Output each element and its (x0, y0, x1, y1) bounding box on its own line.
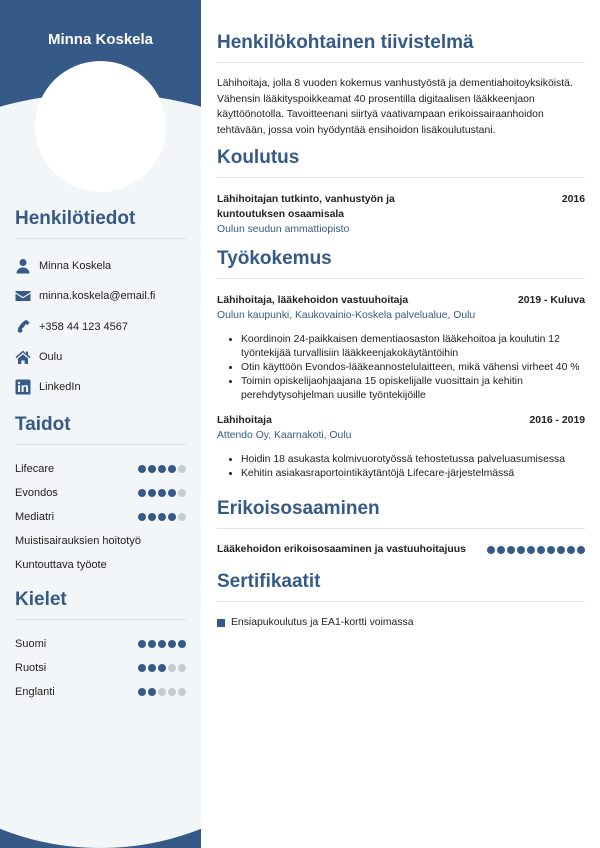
linkedin-icon (15, 379, 31, 395)
rating-dot (148, 465, 156, 473)
experience-bullet: • Kehitin asiakasraportointikäytäntöjä Lifecare-järjestelmässä (241, 467, 585, 481)
rating-dot (158, 664, 166, 672)
language-rating (138, 688, 186, 696)
skill-item (15, 481, 186, 505)
rating-dot (138, 489, 146, 497)
rating-dot (148, 513, 156, 521)
experience-dates: 2016 - 2019 (529, 415, 585, 426)
rating-dot (158, 465, 166, 473)
rating-dot (168, 489, 176, 497)
avatar (35, 61, 166, 192)
expertise-rating (487, 546, 585, 554)
rating-dot (158, 489, 166, 497)
email-icon (15, 288, 31, 304)
skill-label: Evondos (15, 487, 58, 499)
rating-dot (178, 640, 186, 648)
rating-dot (497, 546, 505, 554)
skills-title: Taidot (15, 414, 186, 445)
skills-list (15, 457, 186, 577)
sidebar-footer-band (0, 718, 201, 848)
education-entry-head (217, 192, 585, 222)
experience-entry (217, 293, 585, 403)
education-year: 2016 (561, 194, 585, 205)
rating-dot (178, 688, 186, 696)
skills-section (15, 414, 186, 577)
rating-dot (168, 640, 176, 648)
skill-item (15, 553, 186, 577)
rating-dot (487, 546, 495, 554)
summary-section (217, 32, 585, 138)
rating-dot (148, 688, 156, 696)
language-rating (138, 640, 186, 648)
person-icon (15, 258, 31, 274)
skill-label: Muistisairauksien hoitotyö (15, 535, 141, 547)
experience-role: Lähihoitaja, lääkehoidon vastuuhoitaja (217, 295, 409, 306)
rating-dot (148, 640, 156, 648)
rating-dot (158, 640, 166, 648)
contact-list (15, 251, 186, 402)
rating-dot (168, 465, 176, 473)
language-label: Suomi (15, 638, 47, 650)
candidate-name: Minna Koskela (47, 31, 154, 48)
sidebar (0, 0, 201, 848)
summary-title: Henkilökohtainen tiivistelmä (217, 32, 585, 63)
experience-role: Lähihoitaja (217, 415, 272, 426)
rating-dot (557, 546, 565, 554)
contact-email[interactable] (15, 281, 186, 311)
rating-dot (567, 546, 575, 554)
summary-text: Lähihoitaja, jolla 8 vuoden kokemus vanhustyöstä ja dementiahoitoyksiköistä. Vähensin lääkityspoikkeamat 40 prosentilla digitaalisen lääkkeenjaon käyttöönotolla. Tavoitteenani siirtyä vaativampaan erikoissairaanhoidon tehtävään, jossa voin hyödyntää ensihoidon lisäkoulutustani. (217, 78, 573, 136)
languages-list (15, 632, 186, 704)
experience-section (217, 248, 585, 481)
rating-dot (148, 664, 156, 672)
skill-label: Kuntouttava työote (15, 559, 107, 571)
rating-dot (507, 546, 515, 554)
expertise-section (217, 498, 585, 555)
skill-item (15, 457, 186, 481)
expertise-label: Lääkehoidon erikoisosaaminen ja vastuuhoitajuus (217, 544, 466, 555)
language-item (15, 680, 186, 704)
education-degree: Lähihoitajan tutkinto, vanhustyön ja kuntoutuksen osaamisala (217, 194, 395, 220)
rating-dot (178, 489, 186, 497)
rating-dot (148, 489, 156, 497)
experience-entry-head (217, 413, 585, 428)
experience-bullet: • Toimin opiskelijaohjaajana 15 opiskelijalle vuosittain ja kehitin perehdytysohjelman uusille työntekijöille (241, 375, 585, 403)
contact-location (15, 342, 186, 372)
contact-linkedin-text[interactable]: LinkedIn (39, 381, 81, 394)
expertise-item (217, 544, 585, 555)
rating-dot (138, 640, 146, 648)
experience-title: Työkokemus (217, 248, 585, 279)
certificates-section (217, 571, 585, 628)
certificate-item (217, 617, 585, 628)
experience-dates: 2019 - Kuluva (518, 295, 585, 306)
rating-dot (577, 546, 585, 554)
rating-dot (158, 513, 166, 521)
rating-dot (158, 688, 166, 696)
contact-phone-text[interactable]: +358 44 123 4567 (39, 320, 129, 333)
skill-rating (138, 489, 186, 497)
experience-bullet: • Hoidin 18 asukasta kolmivuorotyössä tehostetussa palveluasumisessa (241, 453, 585, 467)
expertise-title: Erikoisosaaminen (217, 498, 585, 529)
experience-entry (217, 413, 585, 481)
square-bullet-icon (217, 619, 225, 627)
contact-name-text: Minna Koskela (39, 260, 112, 273)
home-icon (15, 349, 31, 365)
contact-linkedin[interactable] (15, 372, 186, 402)
rating-dot (527, 546, 535, 554)
experience-bullets (217, 453, 585, 481)
rating-dot (547, 546, 555, 554)
education-title: Koulutus (217, 147, 585, 178)
contact-name (15, 251, 186, 281)
education-section (217, 147, 585, 237)
contact-location-text: Oulu (39, 351, 63, 364)
rating-dot (517, 546, 525, 554)
skill-rating (138, 513, 186, 521)
rating-dot (178, 465, 186, 473)
language-label: Ruotsi (15, 662, 47, 674)
language-item (15, 656, 186, 680)
skill-item (15, 529, 186, 553)
contact-email-text[interactable]: minna.koskela@email.fi (39, 290, 156, 303)
languages-title: Kielet (15, 589, 186, 620)
certificates-title: Sertifikaatit (217, 571, 585, 602)
sidebar-footer-arc (0, 718, 201, 848)
rating-dot (178, 513, 186, 521)
phone-icon (15, 319, 31, 335)
experience-employer: Oulun kaupunki, Kaukovainio-Koskela palvelualue, Oulu (217, 310, 476, 321)
rating-dot (138, 688, 146, 696)
language-item (15, 632, 186, 656)
rating-dot (138, 513, 146, 521)
rating-dot (138, 465, 146, 473)
experience-bullet: • Koordinoin 24-paikkaisen dementiaosaston lääkehoitoa ja koulutin 12 työntekijää turvallisiin lääkkeenjakokäytäntöihin (241, 333, 585, 361)
education-school: Oulun seudun ammattiopisto (217, 224, 350, 235)
certificate-label: Ensiapukoulutus ja EA1-kortti voimassa (231, 617, 414, 628)
languages-section (15, 589, 186, 704)
contact-phone[interactable] (15, 312, 186, 342)
skill-label: Mediatri (15, 511, 55, 523)
language-label: Englanti (15, 686, 55, 698)
rating-dot (168, 688, 176, 696)
skill-item (15, 505, 186, 529)
language-rating (138, 664, 186, 672)
rating-dot (168, 664, 176, 672)
rating-dot (537, 546, 545, 554)
experience-bullet: • Otin käyttöön Evondos-lääkeannostelulaitteen, mikä vähensi virheet 40 % (241, 361, 585, 375)
rating-dot (138, 664, 146, 672)
skill-rating (138, 465, 186, 473)
personal-info-title: Henkilötiedot (15, 208, 186, 239)
experience-employer: Attendo Oy, Kaarnakoti, Oulu (217, 430, 352, 441)
experience-bullets (217, 333, 585, 403)
experience-entry-head (217, 293, 585, 308)
rating-dot (168, 513, 176, 521)
rating-dot (178, 664, 186, 672)
personal-info-section (15, 208, 186, 402)
education-entry (217, 192, 585, 237)
skill-label: Lifecare (15, 463, 55, 475)
